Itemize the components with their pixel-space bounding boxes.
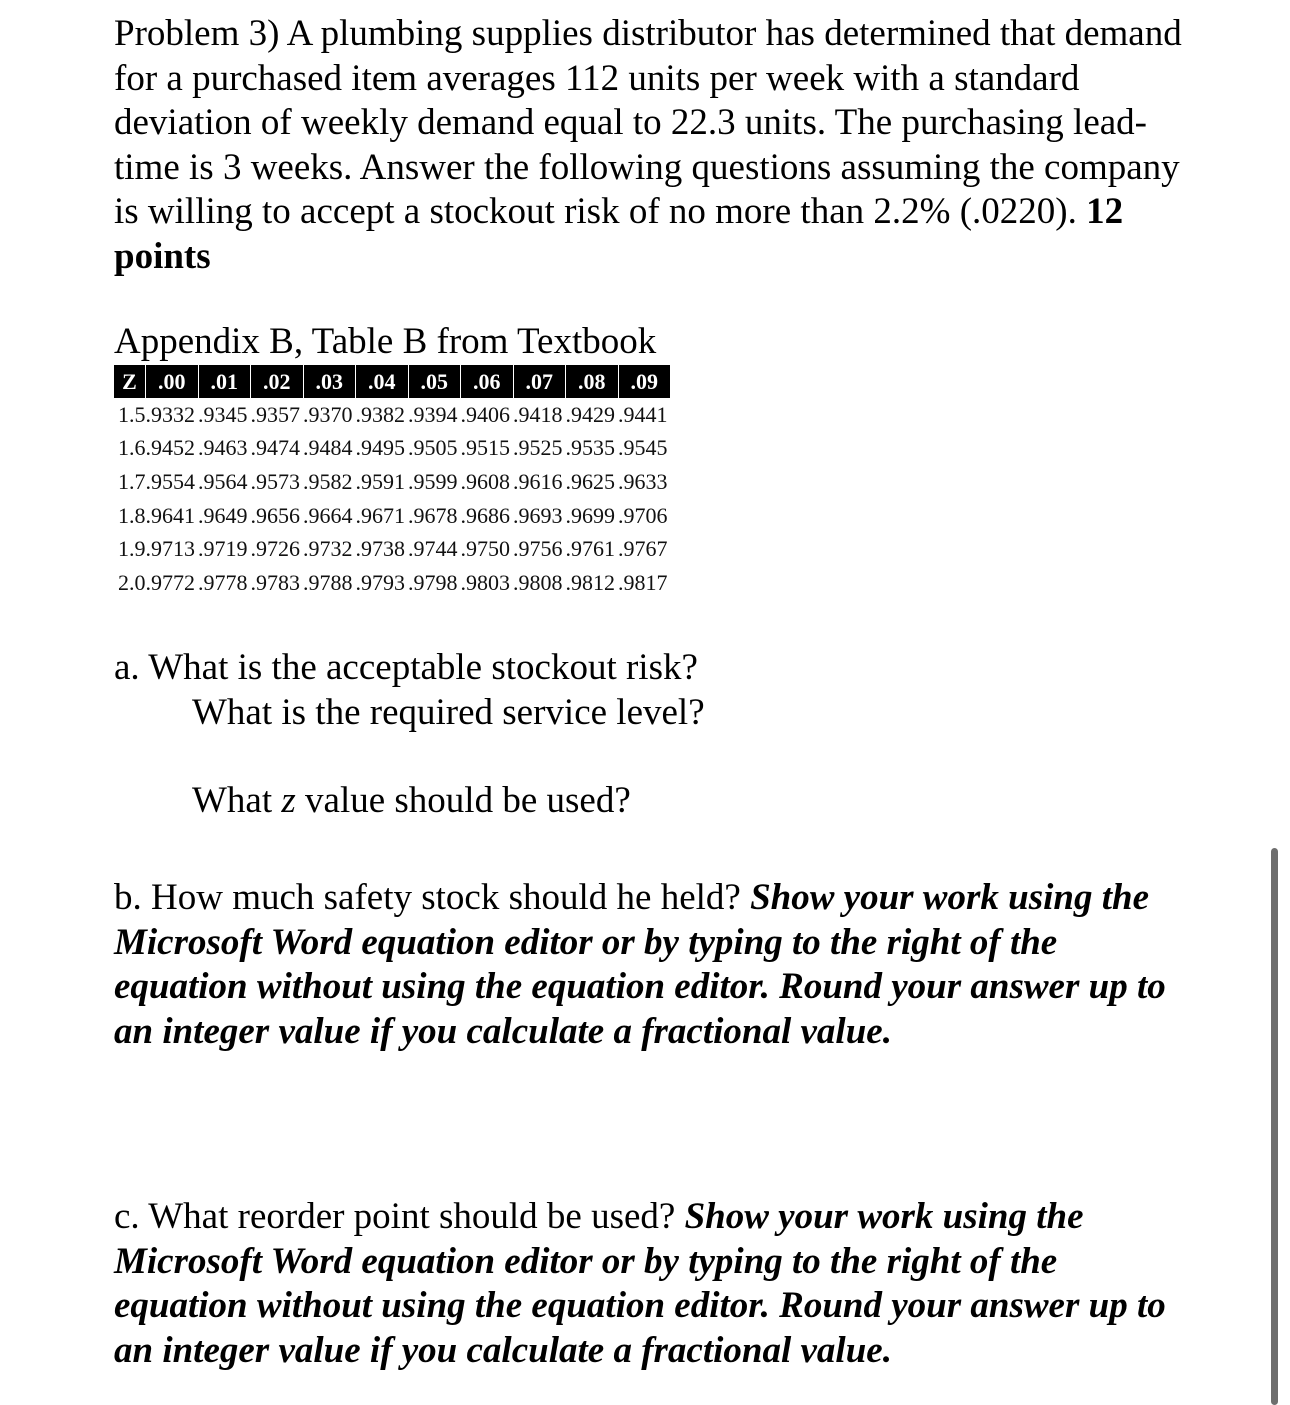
z-table-cell: .9573 xyxy=(250,468,300,494)
z-table-cell: .9750 xyxy=(460,536,510,562)
appendix-title: Appendix B, Table B from Textbook xyxy=(114,321,657,362)
z-table-cell: .9599 xyxy=(408,468,458,494)
z-table-cell: .9545 xyxy=(618,435,668,461)
z-table-cell: .9699 xyxy=(565,502,615,528)
z-table-header: .02 xyxy=(251,365,304,398)
z-table-cell: .9505 xyxy=(408,435,458,461)
z-table-header: .05 xyxy=(408,365,461,398)
z-table-header: .06 xyxy=(461,365,514,398)
z-table-cell: .9803 xyxy=(460,569,510,595)
z-table-header: .03 xyxy=(303,365,356,398)
z-table-header: .00 xyxy=(146,365,199,398)
z-table-cell: .9664 xyxy=(303,502,353,528)
z-table-cell: .9738 xyxy=(355,536,405,562)
question-c-plain: c. What reorder point should be used? xyxy=(114,1196,685,1237)
z-table-row xyxy=(114,566,670,600)
z-table-cell: .9686 xyxy=(460,502,510,528)
z-table-cell: .9452 xyxy=(145,435,195,461)
z-table-header: .07 xyxy=(513,365,566,398)
z-table-cell: .9756 xyxy=(513,536,563,562)
vertical-scrollbar[interactable] xyxy=(1271,848,1278,1405)
z-table-header: .08 xyxy=(566,365,619,398)
z-table-row xyxy=(114,398,670,432)
z-table-cell: .9591 xyxy=(355,468,405,494)
z-table-cell: .9441 xyxy=(618,401,668,427)
question-c-text xyxy=(114,1195,1194,1373)
z-table-cell: .9798 xyxy=(408,569,458,595)
z-table-cell: .9649 xyxy=(198,502,248,528)
z-table-cell: .9525 xyxy=(513,435,563,461)
z-table-cell: .9706 xyxy=(618,502,668,528)
question-c-instruction: Show your work using the Microsoft Word equation editor or by typing to the right of the equation without using the equation editor. Round your answer up to an integer value if you calculate a fractional value. xyxy=(114,1196,1166,1371)
z-table-cell: .9564 xyxy=(198,468,248,494)
z-table-row xyxy=(114,465,670,499)
z-table-row-label: 1.7 xyxy=(118,468,146,494)
z-table-row xyxy=(114,432,670,466)
question-a-line2: What is the required service level? xyxy=(192,691,705,733)
z-table-cell: .9382 xyxy=(355,401,405,427)
z-table-cell: .9713 xyxy=(145,536,195,562)
z-table-cell: .9726 xyxy=(250,536,300,562)
question-b-text xyxy=(114,876,1194,1054)
question-c xyxy=(114,1195,1194,1373)
problem-points: 12 points xyxy=(114,191,1124,277)
z-table-cell: .9370 xyxy=(303,401,353,427)
z-table-cell: .9345 xyxy=(198,401,248,427)
z-variable: z xyxy=(281,780,296,821)
question-a-line3 xyxy=(114,779,705,824)
z-table-cell: .9788 xyxy=(303,569,353,595)
z-table-header: .01 xyxy=(198,365,251,398)
problem-text: Problem 3) A plumbing supplies distributor has determined that demand for a purchased item averages 112 units per week with a standard deviation of weekly demand equal to 22.3 units. The purchasing lead-time is 3 weeks. Answer the following questions assuming the company is willing to accept a stockout risk of no more than 2.2% (.0220). xyxy=(114,13,1182,232)
z-table-cell: .9767 xyxy=(618,536,668,562)
z-table-cell: .9332 xyxy=(145,401,195,427)
z-table-cell: .9582 xyxy=(303,468,353,494)
z-table xyxy=(114,365,670,600)
z-table-cell: .9744 xyxy=(408,536,458,562)
z-table-cell: .9616 xyxy=(513,468,563,494)
document-page xyxy=(114,10,1194,1371)
z-table-cell: .9817 xyxy=(618,569,668,595)
z-table-cell: .9732 xyxy=(303,536,353,562)
question-b-plain: b. How much safety stock should he held? xyxy=(114,877,751,918)
z-table-cell: .9406 xyxy=(460,401,510,427)
z-table-cell: .9656 xyxy=(250,502,300,528)
z-table-cell: .9808 xyxy=(513,569,563,595)
z-table-cell: .9463 xyxy=(198,435,248,461)
z-table-row-label: 1.5 xyxy=(118,401,146,427)
z-table-cell: .9357 xyxy=(250,401,300,427)
z-table-cell: .9719 xyxy=(198,536,248,562)
z-table-cell: .9515 xyxy=(460,435,510,461)
question-b-instruction: Show your work using the Microsoft Word equation editor or by typing to the right of the equation without using the equation editor. Round your answer up to an integer value if you calculate a fractional value. xyxy=(114,877,1166,1052)
z-table-cell: .9418 xyxy=(513,401,563,427)
question-a xyxy=(114,646,705,824)
question-a-line3-pre: What xyxy=(192,780,282,821)
z-table-cell: .9554 xyxy=(145,468,195,494)
z-table-cell: .9693 xyxy=(513,502,563,528)
z-table-row xyxy=(114,499,670,533)
z-table-header: .04 xyxy=(356,365,409,398)
z-table-cell: .9778 xyxy=(198,569,248,595)
z-table-body xyxy=(114,398,670,600)
z-table-row-label: 1.8 xyxy=(118,502,146,528)
z-table-row-label: 1.9 xyxy=(118,536,146,562)
z-table-cell: .9641 xyxy=(145,502,195,528)
z-table-cell: .9535 xyxy=(565,435,615,461)
z-table-cell: .9793 xyxy=(355,569,405,595)
z-table-row xyxy=(114,532,670,566)
z-table-cell: .9633 xyxy=(618,468,668,494)
z-table-cell: .9761 xyxy=(565,536,615,562)
question-b xyxy=(114,876,1194,1054)
question-a-line3-post: value should be used? xyxy=(295,780,631,821)
z-table-cell: .9474 xyxy=(250,435,300,461)
z-table-cell: .9671 xyxy=(355,502,405,528)
z-table-header-row xyxy=(114,365,670,398)
z-table-header: Z xyxy=(114,365,146,398)
z-table-cell: .9394 xyxy=(408,401,458,427)
problem-statement xyxy=(114,12,1194,279)
z-table-cell: .9812 xyxy=(565,569,615,595)
z-table-cell: .9783 xyxy=(250,569,300,595)
z-table-header: .09 xyxy=(618,365,670,398)
z-table-row-label: 1.6 xyxy=(118,435,146,461)
z-table-row-label: 2.0 xyxy=(118,569,146,595)
question-a-line1: a. What is the acceptable stockout risk? xyxy=(114,647,698,688)
z-table-cell: .9429 xyxy=(565,401,615,427)
z-table-cell: .9678 xyxy=(408,502,458,528)
z-table-cell: .9495 xyxy=(355,435,405,461)
z-table-cell: .9484 xyxy=(303,435,353,461)
z-table-cell: .9772 xyxy=(145,569,195,595)
z-table-cell: .9608 xyxy=(460,468,510,494)
z-table-cell: .9625 xyxy=(565,468,615,494)
